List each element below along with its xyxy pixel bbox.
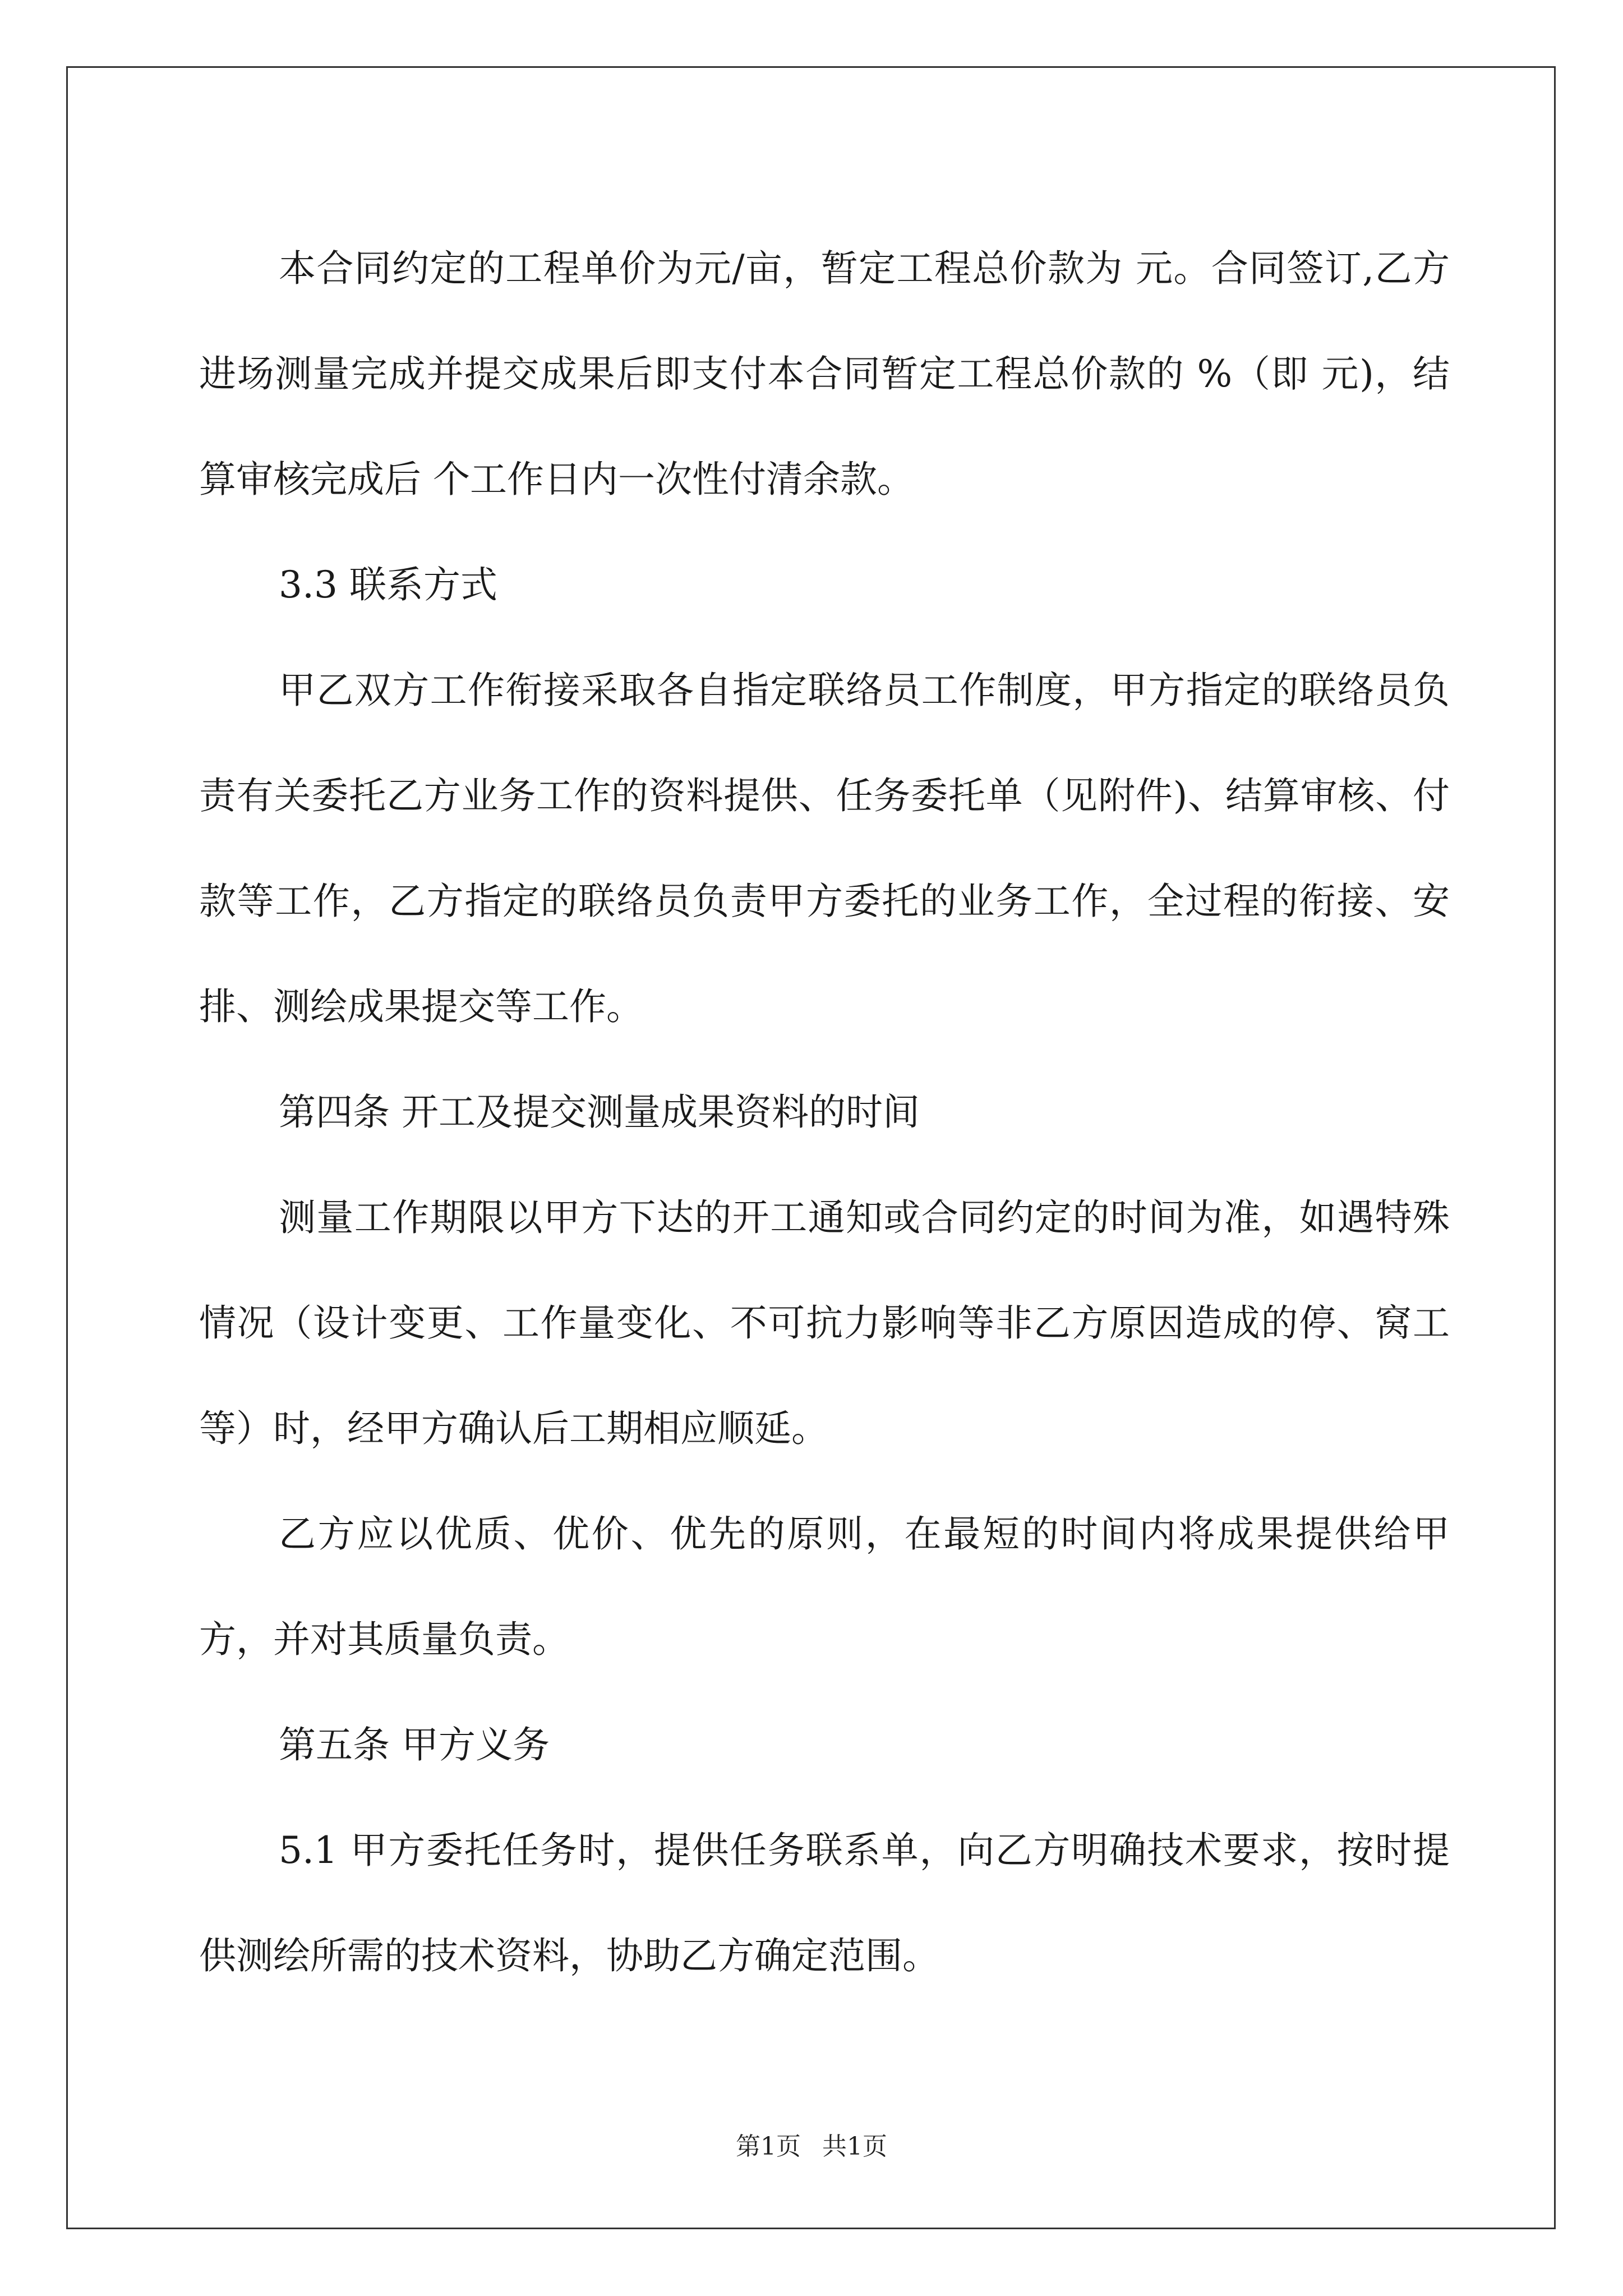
paragraph-contact-details: 甲乙双方工作衔接采取各自指定联络员工作制度，甲方指定的联络员负责有关委托乙方业务工作的资料提供、任务委托单（见附件)、结算审核、付款等工作，乙方指定的联络员负责甲方委托的业务工作，全过程的衔接、安排、测绘成果提交等工作。	[199, 669, 1450, 1028]
article-heading-4: 第四条 开工及提交测量成果资料的时间	[279, 1091, 920, 1134]
paragraph-payment-terms: 本合同约定的工程单价为元/亩，暂定工程总价款为 元。合同签订,乙方进场测量完成并提交成果后即支付本合同暂定工程总价款的 %（即 元)，结算审核完成后 个工作日内一次性付清余款。	[199, 247, 1450, 501]
page-total: 共1页	[822, 2132, 887, 2161]
document-body	[199, 216, 1450, 2009]
paragraph-work-period: 测量工作期限以甲方下达的开工通知或合同约定的时间为准，如遇特殊情况（设计变更、工作量变化、不可抗力影响等非乙方原因造成的停、窝工等）时，经甲方确认后工期相应顺延。	[199, 1196, 1450, 1450]
page-footer	[0, 2126, 1623, 2162]
article-heading-5: 第五条 甲方义务	[279, 1723, 550, 1766]
page-number: 第1页	[736, 2132, 801, 2161]
paragraph-quality: 乙方应以优质、优价、优先的原则，在最短的时间内将成果提供给甲方，并对其质量负责。	[199, 1512, 1450, 1661]
paragraph-party-a-obligations: 5.1 甲方委托任务时，提供任务联系单，向乙方明确技术要求，按时提供测绘所需的技术资料，协助乙方确定范围。	[199, 1829, 1450, 1977]
section-heading-contact: 3.3 联系方式	[279, 563, 497, 606]
